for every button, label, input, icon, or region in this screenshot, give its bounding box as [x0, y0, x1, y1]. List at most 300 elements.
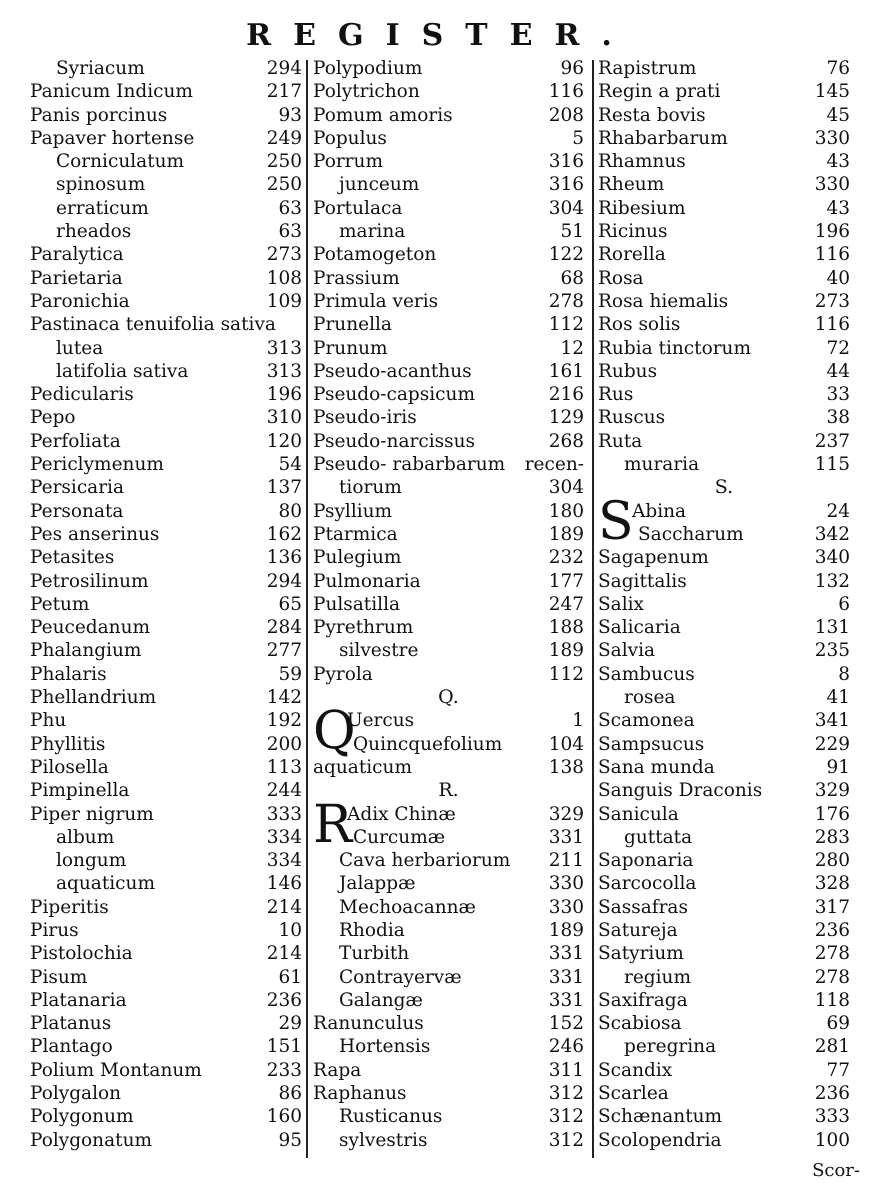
entry-term: Pseudo- rabarbarum — [313, 454, 506, 476]
entry-term: Periclymenum — [30, 454, 164, 476]
entry-term: Saxifraga — [598, 989, 688, 1011]
index-entry — [313, 593, 584, 616]
entry-term: Rorella — [598, 244, 666, 266]
index-entry — [598, 686, 850, 709]
entry-term: Sagapenum — [598, 547, 709, 569]
entry-page: 69 — [826, 1013, 850, 1035]
entry-term: aquaticum — [56, 873, 155, 895]
entry-term: muraria — [624, 454, 700, 476]
entry-page: 341 — [814, 710, 850, 732]
entry-term: Piperitis — [30, 896, 109, 918]
entry-page: 331 — [548, 989, 584, 1011]
index-entry — [313, 919, 584, 942]
entry-page: 342 — [814, 523, 850, 545]
entry-page: 330 — [548, 896, 584, 918]
entry-page: 214 — [266, 896, 302, 918]
index-entry — [598, 80, 850, 103]
entry-term: Phalangium — [30, 640, 142, 662]
entry-page: 192 — [266, 710, 302, 732]
index-entry — [313, 616, 584, 639]
index-entry — [30, 826, 302, 849]
index-entry — [30, 337, 302, 360]
entry-page: 41 — [826, 687, 850, 709]
entry-term: Resta bovis — [598, 104, 706, 126]
entry-page: 294 — [266, 570, 302, 592]
index-entry — [313, 243, 584, 266]
entry-page: 229 — [814, 733, 850, 755]
index-entry — [30, 733, 302, 756]
index-entry — [313, 663, 584, 686]
entry-term: marina — [339, 221, 406, 243]
entry-term: Salix — [598, 593, 644, 615]
entry-term: Curcumæ — [353, 826, 446, 848]
index-entry — [598, 173, 850, 196]
index-entry — [313, 826, 584, 849]
entry-term: Porrum — [313, 151, 383, 173]
entry-term: Polytrichon — [313, 81, 420, 103]
entry-page: 38 — [826, 407, 850, 429]
entry-page: 313 — [266, 360, 302, 382]
entry-page: 283 — [814, 826, 850, 848]
index-entry — [598, 360, 850, 383]
index-entry — [598, 872, 850, 895]
entry-page: 304 — [548, 197, 584, 219]
entry-term: Pes anserinus — [30, 523, 160, 545]
index-entry — [598, 104, 850, 127]
drop-cap-block — [313, 701, 584, 762]
index-entry — [598, 546, 850, 569]
entry-page: 312 — [548, 1106, 584, 1128]
index-entry — [313, 872, 584, 895]
index-column-1 — [30, 57, 302, 1162]
index-entry — [598, 849, 850, 872]
index-entry — [598, 826, 850, 849]
entry-term: Scolopendria — [598, 1129, 722, 1151]
entry-page: 196 — [814, 221, 850, 243]
index-entry — [30, 430, 302, 453]
entry-page: 312 — [548, 1083, 584, 1105]
entry-term: Prunella — [313, 314, 392, 336]
entry-page: 112 — [548, 663, 584, 685]
entry-term: Scabiosa — [598, 1013, 682, 1035]
entry-term: Scandix — [598, 1059, 673, 1081]
index-entry — [598, 127, 850, 150]
entry-term: Ruscus — [598, 407, 666, 429]
entry-page: 333 — [814, 1106, 850, 1128]
entry-term: Sassafras — [598, 896, 688, 918]
entry-term: Pseudo-iris — [313, 407, 417, 429]
entry-page: 177 — [548, 570, 584, 592]
entry-page: 72 — [826, 337, 850, 359]
entry-term: Polypodium — [313, 58, 423, 79]
entry-page: 188 — [548, 617, 584, 639]
index-entry — [30, 989, 302, 1012]
entry-page: 96 — [560, 58, 584, 79]
entry-page: 176 — [814, 803, 850, 825]
section-heading: Q. — [438, 686, 459, 709]
index-entry — [598, 1129, 850, 1152]
entry-page: 330 — [814, 127, 850, 149]
entry-page: 236 — [814, 919, 850, 941]
entry-term: Rapa — [313, 1059, 362, 1081]
entry-term: Phyllitis — [30, 733, 106, 755]
index-entry — [598, 1035, 850, 1058]
index-entry — [598, 663, 850, 686]
index-entry — [30, 1059, 302, 1082]
entry-term: Phalaris — [30, 663, 107, 685]
entry-page: 200 — [266, 733, 302, 755]
index-entry — [30, 849, 302, 872]
entry-term: Ruta — [598, 430, 643, 452]
index-entry — [313, 453, 584, 476]
index-entry — [313, 639, 584, 662]
entry-term: Sanicula — [598, 803, 679, 825]
entry-term: Saccharum — [638, 523, 744, 545]
index-entry — [598, 733, 850, 756]
index-entry — [598, 570, 850, 593]
entry-page: 12 — [560, 337, 584, 359]
entry-page: 312 — [548, 1129, 584, 1151]
entry-term: Scamonea — [598, 710, 695, 732]
entry-page: 284 — [266, 617, 302, 639]
index-entry — [313, 104, 584, 127]
entry-term: Pistolochia — [30, 943, 133, 965]
entry-page: 278 — [814, 966, 850, 988]
entry-term: Parietaria — [30, 267, 123, 289]
entry-page: 161 — [548, 360, 584, 382]
entry-term: Panis porcinus — [30, 104, 168, 126]
index-entry — [598, 756, 850, 779]
entry-term: Platanaria — [30, 989, 127, 1011]
entry-term: Pulegium — [313, 547, 402, 569]
entry-page: 104 — [548, 733, 584, 755]
entry-term: Phu — [30, 710, 67, 732]
index-entry — [313, 383, 584, 406]
index-entry — [30, 639, 302, 662]
entry-page: 122 — [548, 244, 584, 266]
index-entry — [313, 337, 584, 360]
entry-page: 43 — [826, 151, 850, 173]
index-entry — [30, 127, 302, 150]
index-entry — [30, 267, 302, 290]
index-entry — [598, 337, 850, 360]
entry-term: Hortensis — [339, 1036, 431, 1058]
index-entry — [598, 220, 850, 243]
entry-term: Populus — [313, 127, 387, 149]
entry-page: 216 — [548, 384, 584, 406]
index-entry — [30, 173, 302, 196]
entry-term: Rhabarbarum — [598, 127, 728, 149]
entry-term: Polygalon — [30, 1083, 122, 1105]
entry-page: 151 — [266, 1036, 302, 1058]
entry-page: 162 — [266, 523, 302, 545]
entry-page: 51 — [560, 221, 584, 243]
entry-page: 189 — [548, 919, 584, 941]
entry-term: Abina — [632, 500, 687, 522]
entry-term: Primula veris — [313, 290, 439, 312]
entry-page: 160 — [266, 1106, 302, 1128]
entry-term: Pulsatilla — [313, 593, 401, 615]
index-entry — [30, 383, 302, 406]
entry-page: 236 — [814, 1083, 850, 1105]
entry-page: 250 — [266, 174, 302, 196]
index-entry — [30, 360, 302, 383]
entry-page: 112 — [548, 314, 584, 336]
entry-term: Rubia tinctorum — [598, 337, 752, 359]
index-entry — [30, 453, 302, 476]
entry-term: Phellandrium — [30, 687, 157, 709]
entry-page: 311 — [548, 1059, 584, 1081]
entry-page: 68 — [560, 267, 584, 289]
entry-term: latifolia sativa — [56, 360, 189, 382]
entry-page: 329 — [548, 803, 584, 825]
index-entry — [598, 197, 850, 220]
entry-page: 145 — [814, 81, 850, 103]
section-heading: R. — [438, 779, 459, 802]
entry-term: Pedicularis — [30, 384, 134, 406]
entry-page: 116 — [814, 244, 850, 266]
entry-term: Pulmonaria — [313, 570, 421, 592]
entry-term: Raphanus — [313, 1083, 407, 1105]
entry-term: Ricinus — [598, 221, 668, 243]
index-entry — [30, 104, 302, 127]
entry-page: 249 — [266, 127, 302, 149]
entry-page: 189 — [548, 640, 584, 662]
entry-term: Platanus — [30, 1013, 112, 1035]
entry-term: Pseudo-narcissus — [313, 430, 476, 452]
index-entry — [30, 686, 302, 709]
index-entry — [30, 500, 302, 523]
entry-page: 59 — [278, 663, 302, 685]
entry-page: 63 — [278, 197, 302, 219]
entry-page: 268 — [548, 430, 584, 452]
entry-page: 129 — [548, 407, 584, 429]
index-entry — [313, 1105, 584, 1128]
index-entry — [30, 57, 302, 80]
index-entry — [598, 593, 850, 616]
entry-term: Piper nigrum — [30, 803, 154, 825]
entry-page: 109 — [266, 290, 302, 312]
entry-page: 116 — [548, 81, 584, 103]
index-entry — [30, 80, 302, 103]
entry-page: 45 — [826, 104, 850, 126]
drop-cap-block — [313, 794, 584, 855]
entry-term: Rheum — [598, 174, 665, 196]
entry-term: rosea — [624, 687, 676, 709]
entry-page: 76 — [826, 58, 850, 79]
index-entry — [30, 919, 302, 942]
index-entry — [313, 80, 584, 103]
entry-page: 330 — [548, 873, 584, 895]
entry-term: Sagittalis — [598, 570, 687, 592]
index-entry — [30, 896, 302, 919]
entry-page: 278 — [548, 290, 584, 312]
entry-term: Saponaria — [598, 850, 694, 872]
index-entry — [598, 779, 850, 802]
entry-term: Rosa hiemalis — [598, 290, 729, 312]
entry-page: 132 — [814, 570, 850, 592]
index-entry — [30, 406, 302, 429]
entry-term: Pimpinella — [30, 780, 130, 802]
index-entry — [598, 966, 850, 989]
index-entry — [30, 756, 302, 779]
entry-term: Pastinaca tenuifolia sativa — [30, 314, 276, 336]
index-entry — [598, 430, 850, 453]
entry-page: 233 — [266, 1059, 302, 1081]
entry-page: 61 — [278, 966, 302, 988]
entry-page: 247 — [548, 593, 584, 615]
entry-term: Pseudo-acanthus — [313, 360, 472, 382]
index-entry — [598, 57, 850, 80]
entry-page: 317 — [814, 896, 850, 918]
index-entry — [598, 639, 850, 662]
index-entry — [313, 849, 584, 872]
entry-term: peregrina — [624, 1036, 717, 1058]
entry-term: Sampsucus — [598, 733, 705, 755]
index-entry — [598, 453, 850, 476]
drop-cap-initial: S — [598, 491, 634, 552]
index-entry — [313, 1129, 584, 1152]
entry-page: 250 — [266, 151, 302, 173]
entry-page: recen- — [524, 454, 584, 476]
index-entry — [598, 709, 850, 732]
entry-term: Ribesium — [598, 197, 686, 219]
entry-page: 333 — [266, 803, 302, 825]
entry-term: Peucedanum — [30, 617, 151, 639]
entry-term: Polygonum — [30, 1106, 134, 1128]
entry-term: Pyrola — [313, 663, 373, 685]
entry-term: Regin a prati — [598, 81, 721, 103]
entry-page: 273 — [266, 244, 302, 266]
entry-term: Psyllium — [313, 500, 393, 522]
entry-term: tiorum — [339, 477, 402, 499]
entry-term: Portulaca — [313, 197, 403, 219]
entry-term: Paronichia — [30, 290, 130, 312]
index-entry — [30, 243, 302, 266]
entry-page: 331 — [548, 966, 584, 988]
index-entry — [30, 150, 302, 173]
index-entry — [30, 1012, 302, 1035]
entry-term: Rapistrum — [598, 58, 697, 79]
entry-page: 152 — [548, 1013, 584, 1035]
entry-term: Pirus — [30, 919, 79, 941]
index-entry — [598, 243, 850, 266]
index-entry — [30, 1105, 302, 1128]
index-entry — [598, 523, 850, 546]
index-entry — [313, 989, 584, 1012]
entry-term: Prassium — [313, 267, 400, 289]
entry-page: 136 — [266, 547, 302, 569]
index-entry — [598, 1012, 850, 1035]
index-entry — [30, 476, 302, 499]
index-entry — [30, 779, 302, 802]
entry-page: 116 — [814, 314, 850, 336]
entry-term: Sambucus — [598, 663, 695, 685]
entry-page: 280 — [814, 850, 850, 872]
entry-term: Uercus — [347, 710, 415, 732]
entry-term: Rhamnus — [598, 151, 686, 173]
entry-term: Petasites — [30, 547, 115, 569]
index-entry — [313, 570, 584, 593]
entry-page: 44 — [826, 360, 850, 382]
entry-page: 146 — [266, 873, 302, 895]
entry-page: 246 — [548, 1036, 584, 1058]
entry-term: Rhodia — [339, 919, 405, 941]
entry-term: Pseudo-capsicum — [313, 384, 476, 406]
index-column-2 — [313, 57, 584, 1162]
entry-term: Satureja — [598, 919, 678, 941]
entry-page: 208 — [548, 104, 584, 126]
entry-term: Petum — [30, 593, 90, 615]
entry-page: 131 — [814, 617, 850, 639]
index-entry — [313, 1059, 584, 1082]
entry-term: Rosa — [598, 267, 644, 289]
entry-term: Plantago — [30, 1036, 113, 1058]
entry-page: 1 — [572, 710, 584, 732]
entry-page: 244 — [266, 780, 302, 802]
index-entry — [30, 313, 302, 336]
index-entry — [313, 173, 584, 196]
index-column-3 — [598, 57, 850, 1162]
entry-page: 211 — [548, 850, 584, 872]
entry-term: Sanguis Draconis — [598, 780, 763, 802]
index-entry — [30, 709, 302, 732]
entry-term: Pisum — [30, 966, 88, 988]
entry-page: 294 — [266, 58, 302, 79]
entry-term: Ptarmica — [313, 523, 398, 545]
column-divider — [592, 60, 594, 1158]
entry-page: 236 — [266, 989, 302, 1011]
entry-page: 316 — [548, 151, 584, 173]
entry-page: 86 — [278, 1083, 302, 1105]
entry-page: 313 — [266, 337, 302, 359]
index-entry — [30, 1082, 302, 1105]
entry-page: 277 — [266, 640, 302, 662]
entry-page: 5 — [572, 127, 584, 149]
index-entry — [313, 127, 584, 150]
entry-page: 8 — [838, 663, 850, 685]
page-title: REGISTER. — [246, 18, 634, 53]
section-heading: S. — [714, 476, 734, 499]
entry-page: 100 — [814, 1129, 850, 1151]
index-entry — [598, 942, 850, 965]
entry-term: rheados — [56, 221, 132, 243]
drop-cap-block — [598, 491, 850, 552]
index-entry — [313, 150, 584, 173]
entry-term: Cava herbariorum — [339, 850, 511, 872]
index-entry — [598, 1059, 850, 1082]
entry-term: Pyrethrum — [313, 617, 414, 639]
index-entry — [313, 313, 584, 336]
index-entry — [30, 546, 302, 569]
entry-page: 54 — [278, 454, 302, 476]
entry-page: 91 — [826, 756, 850, 778]
entry-page: 137 — [266, 477, 302, 499]
entry-page: 189 — [548, 523, 584, 545]
entry-page: 138 — [548, 756, 584, 778]
index-entry — [313, 476, 584, 499]
entry-term: Papaver hortense — [30, 127, 195, 149]
entry-page: 24 — [826, 500, 850, 522]
index-entry — [30, 220, 302, 243]
index-entry — [30, 616, 302, 639]
index-entry — [598, 803, 850, 826]
entry-page: 80 — [278, 500, 302, 522]
index-entry — [598, 1082, 850, 1105]
entry-page: 331 — [548, 943, 584, 965]
entry-page: 77 — [826, 1059, 850, 1081]
entry-term: Pilosella — [30, 756, 109, 778]
